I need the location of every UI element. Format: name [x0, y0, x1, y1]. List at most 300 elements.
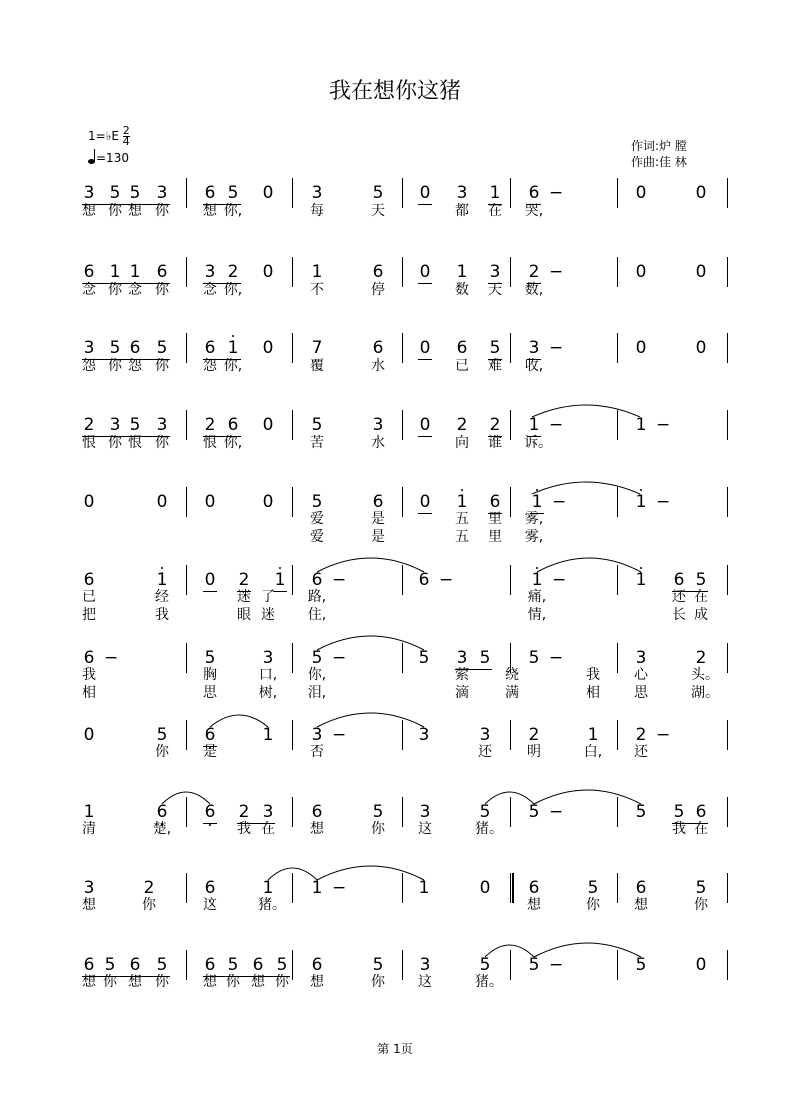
note: −: [549, 955, 564, 975]
lyric: 想: [310, 821, 324, 837]
lyric: 你: [226, 974, 240, 990]
note: 0: [83, 725, 95, 745]
note: 1: [129, 262, 141, 282]
barline: [402, 643, 403, 673]
lyric-second-verse: 长: [672, 607, 686, 623]
note: 5: [479, 802, 491, 822]
note: 0: [635, 262, 647, 282]
note: 6: [204, 955, 216, 975]
note: 1: [311, 878, 323, 898]
barline: [402, 333, 403, 363]
note: 3: [311, 183, 323, 203]
note: 1: [109, 262, 121, 282]
note: 1: [274, 570, 286, 590]
barline: [510, 720, 511, 750]
flat-symbol: ♭: [105, 129, 112, 143]
barline: [727, 565, 728, 595]
note: 6: [227, 415, 239, 435]
note: 3: [109, 415, 121, 435]
note: 0: [83, 492, 95, 512]
lyric-second-verse: 湖。: [691, 685, 719, 701]
barline: [402, 487, 403, 517]
barline: [292, 178, 293, 208]
note: 3: [311, 725, 323, 745]
note: 5: [372, 802, 384, 822]
composer-credit: 作曲:佳 林: [631, 155, 687, 169]
note: −: [549, 262, 564, 282]
note: −: [549, 415, 564, 435]
lyric: 恨: [82, 435, 96, 451]
lyric: 我: [82, 667, 96, 683]
barline: [617, 643, 618, 673]
note: 1: [456, 492, 468, 512]
lyric-second-verse: 满: [505, 685, 519, 701]
note: 0: [695, 955, 707, 975]
note: 0: [419, 338, 431, 358]
note: −: [549, 183, 564, 203]
note: 6: [129, 955, 141, 975]
note: 2: [204, 415, 216, 435]
note: 3: [262, 648, 274, 668]
lyric: 还: [672, 589, 686, 605]
barline: [727, 410, 728, 440]
barline: [186, 950, 187, 980]
barline: [617, 410, 618, 440]
barline: [292, 797, 293, 827]
note: 3: [83, 183, 95, 203]
barline: [617, 950, 618, 980]
note: 0: [419, 492, 431, 512]
note: 1: [456, 262, 468, 282]
octave-up-dot: [536, 489, 538, 491]
note: −: [549, 338, 564, 358]
note: 6: [673, 570, 685, 590]
note: 6: [204, 183, 216, 203]
barline: [402, 720, 403, 750]
lyric: 你: [108, 203, 122, 219]
lyric: 恨: [128, 435, 142, 451]
note: 3: [419, 955, 431, 975]
lyric-second-verse: 成: [694, 607, 708, 623]
lyric: 不: [310, 282, 324, 298]
eighth-underline: [203, 591, 217, 592]
key-signature: [88, 126, 130, 147]
lyric: 覆: [310, 358, 324, 374]
note: 7: [311, 338, 323, 358]
tie-arc: [532, 482, 640, 494]
note: 2: [695, 648, 707, 668]
lyric: 念: [128, 282, 142, 298]
note: 3: [489, 262, 501, 282]
lyric: 你: [155, 203, 169, 219]
note: 0: [419, 183, 431, 203]
lyric: 胸: [203, 667, 217, 683]
barline: [510, 873, 511, 903]
lyric-second-verse: 思: [203, 685, 217, 701]
note: 6: [311, 802, 323, 822]
note: 0: [204, 570, 216, 590]
lyric: 这: [418, 821, 432, 837]
octave-up-dot: [161, 567, 163, 569]
lyric: 念: [82, 282, 96, 298]
lyric: 谁: [488, 435, 502, 451]
lyric: 清: [82, 821, 96, 837]
note: 1: [587, 725, 599, 745]
note: 0: [695, 262, 707, 282]
lyric: 你: [694, 897, 708, 913]
note: −: [104, 648, 119, 668]
lyric: 天: [488, 282, 502, 298]
note: 6: [372, 492, 384, 512]
lyric: 你,: [223, 282, 243, 298]
lyric: 想: [203, 974, 217, 990]
barline: [186, 487, 187, 517]
note: 2: [227, 262, 239, 282]
lyric: 路,: [307, 589, 327, 605]
note: 1: [635, 570, 647, 590]
lyric: 在: [261, 821, 275, 837]
lyric: 你: [155, 282, 169, 298]
note: 2: [143, 878, 155, 898]
lyric-second-verse: 相: [82, 685, 96, 701]
barline: [186, 178, 187, 208]
barline: [510, 950, 511, 980]
note: 1: [635, 492, 647, 512]
note: 6: [372, 262, 384, 282]
note: 5: [227, 183, 239, 203]
lyric: 想: [82, 897, 96, 913]
note: 6: [156, 262, 168, 282]
lyric: 你: [108, 435, 122, 451]
note: 0: [635, 183, 647, 203]
note: 0: [262, 183, 274, 203]
lyric: 每: [310, 203, 324, 219]
eighth-underline: [418, 204, 432, 205]
lyric: 是: [371, 511, 385, 527]
lyric: 想: [128, 203, 142, 219]
lyric: 诉。: [524, 435, 552, 451]
note: 6: [83, 570, 95, 590]
note: −: [332, 878, 347, 898]
tie-arc: [210, 715, 268, 727]
barline: [727, 873, 728, 903]
tempo-marking: =130: [88, 150, 129, 165]
lyric-second-verse: 住,: [307, 607, 327, 623]
note: 6: [204, 802, 216, 822]
song-title: 我在想你这猪: [328, 79, 461, 104]
lyric: 猪。: [475, 821, 503, 837]
note: −: [552, 492, 567, 512]
lyric-second-verse: 滴: [455, 685, 469, 701]
lyric: 都: [455, 203, 469, 219]
barline: [510, 797, 511, 827]
barline: [186, 410, 187, 440]
note: 5: [479, 955, 491, 975]
note: 0: [695, 183, 707, 203]
note: 1: [531, 492, 543, 512]
barline: [617, 333, 618, 363]
barline: [292, 333, 293, 363]
barline: [510, 257, 511, 287]
barline: [402, 797, 403, 827]
note: 3: [479, 725, 491, 745]
note: 0: [262, 415, 274, 435]
lyric: 你,: [307, 667, 327, 683]
note: 1: [528, 415, 540, 435]
lyric-second-verse: 把: [82, 607, 96, 623]
note: 1: [311, 262, 323, 282]
note: 6: [204, 725, 216, 745]
barline: [510, 487, 511, 517]
note: 1: [635, 415, 647, 435]
lyric: 念: [203, 282, 217, 298]
note: 3: [83, 338, 95, 358]
barline: [402, 410, 403, 440]
lyric: 想: [82, 203, 96, 219]
barline: [617, 873, 618, 903]
lyric: 想: [251, 974, 265, 990]
note: −: [552, 570, 567, 590]
barline: [292, 720, 293, 750]
note: 2: [83, 415, 95, 435]
quarter-note-icon: [88, 150, 96, 164]
eighth-underline: [418, 513, 432, 514]
note: 3: [528, 338, 540, 358]
note: 6: [83, 955, 95, 975]
note: 6: [83, 262, 95, 282]
barline: [402, 873, 403, 903]
barline: [617, 257, 618, 287]
lyric: 怨: [82, 358, 96, 374]
lyric-second-verse: 情,: [527, 607, 547, 623]
note: 2: [489, 415, 501, 435]
lyric: 在: [694, 589, 708, 605]
note: 5: [695, 570, 707, 590]
barline: [727, 487, 728, 517]
note: −: [439, 570, 454, 590]
barline: [186, 797, 187, 827]
barline: [617, 720, 618, 750]
page-footer: 第 1页: [377, 1042, 413, 1056]
eighth-underline: [418, 436, 432, 437]
lyric: 迷: [237, 589, 251, 605]
lyric-second-verse: 思: [634, 685, 648, 701]
note: 3: [156, 183, 168, 203]
lyric-second-verse: 五: [455, 529, 469, 545]
note: 0: [262, 492, 274, 512]
barline: [510, 410, 511, 440]
lyric: 楚,: [152, 821, 172, 837]
barline: [617, 487, 618, 517]
note: 5: [528, 955, 540, 975]
lyric: 你: [371, 974, 385, 990]
barline: [292, 257, 293, 287]
lyric: 哭,: [524, 203, 544, 219]
note: 6: [311, 570, 323, 590]
lyric: 萦: [455, 667, 469, 683]
note: 5: [311, 492, 323, 512]
note: 5: [418, 648, 430, 668]
octave-up-dot: [536, 567, 538, 569]
time-signature: $\frac{2}{4}$: [122, 124, 130, 148]
octave-up-dot: [461, 489, 463, 491]
lyric: 痛,: [527, 589, 547, 605]
lyric: 白,: [583, 744, 603, 760]
octave-up-dot: [279, 567, 281, 569]
barline: [186, 643, 187, 673]
note: 5: [635, 955, 647, 975]
lyric: 天: [371, 203, 385, 219]
note: 1: [262, 878, 274, 898]
note: 2: [528, 262, 540, 282]
barline: [186, 333, 187, 363]
lyric: 你,: [223, 435, 243, 451]
lyric: 你: [103, 974, 117, 990]
lyric: 经: [155, 589, 169, 605]
note: 5: [528, 648, 540, 668]
lyric: 明: [527, 744, 541, 760]
lyric: 你,: [223, 358, 243, 374]
lyric: 已: [82, 589, 96, 605]
note: 2: [528, 725, 540, 745]
note: 5: [104, 955, 116, 975]
note: 5: [489, 338, 501, 358]
eighth-underline: [418, 359, 432, 360]
lyric: 这: [418, 974, 432, 990]
lyric: 五: [455, 511, 469, 527]
lyric: 了: [261, 589, 275, 605]
lyric: 你: [275, 974, 289, 990]
octave-up-dot: [640, 489, 642, 491]
barline: [727, 333, 728, 363]
note: 2: [635, 725, 647, 745]
note: −: [656, 725, 671, 745]
note: 6: [456, 338, 468, 358]
note: 6: [489, 492, 501, 512]
eighth-underline: [418, 283, 432, 284]
lyric: 爱: [310, 511, 324, 527]
lyric-second-verse: 迷: [261, 607, 275, 623]
octave-down-dot: [209, 824, 211, 826]
note: −: [656, 415, 671, 435]
lyric: 是: [203, 744, 217, 760]
note: −: [332, 570, 347, 590]
lyricist-credit: 作词:炉 膛: [631, 139, 687, 153]
note: −: [549, 648, 564, 668]
note: 5: [587, 878, 599, 898]
note: 0: [419, 415, 431, 435]
note: 5: [129, 415, 141, 435]
barline: [402, 257, 403, 287]
lyric: 你: [142, 897, 156, 913]
note: 0: [479, 878, 491, 898]
barline: [292, 950, 293, 980]
barline: [727, 257, 728, 287]
note: −: [549, 802, 564, 822]
lyric: 你: [155, 744, 169, 760]
lyric: 水: [371, 358, 385, 374]
barline: [292, 410, 293, 440]
lyric: 雾,: [524, 511, 544, 527]
lyric-second-verse: 里: [488, 529, 502, 545]
lyric-second-verse: 雾,: [524, 529, 544, 545]
note: 5: [276, 955, 288, 975]
lyric: 我: [672, 821, 686, 837]
note: 0: [695, 338, 707, 358]
lyric-second-verse: 泪,: [307, 685, 327, 701]
note: 3: [156, 415, 168, 435]
note: 6: [528, 878, 540, 898]
note: 1: [531, 570, 543, 590]
lyric: 你,: [223, 203, 243, 219]
barline: [292, 873, 293, 903]
lyric: 你: [371, 821, 385, 837]
note: 3: [372, 415, 384, 435]
lyric: 你: [155, 974, 169, 990]
note: 6: [418, 570, 430, 590]
barline: [510, 333, 511, 363]
note: 5: [156, 725, 168, 745]
lyric: 心: [634, 667, 648, 683]
lyric: 绕: [505, 667, 519, 683]
lyric: 已: [455, 358, 469, 374]
note: −: [656, 492, 671, 512]
note: 5: [372, 955, 384, 975]
lyric: 在: [488, 203, 502, 219]
lyric: 苦: [310, 435, 324, 451]
lyric: 在: [694, 821, 708, 837]
lyric: 想: [128, 974, 142, 990]
lyric: 还: [634, 744, 648, 760]
barline: [292, 643, 293, 673]
note: 0: [156, 492, 168, 512]
lyric: 数: [455, 282, 469, 298]
lyric-second-verse: 我: [155, 607, 169, 623]
note: 5: [156, 338, 168, 358]
note: 6: [252, 955, 264, 975]
note: −: [332, 725, 347, 745]
note: 5: [372, 183, 384, 203]
note: 3: [262, 802, 274, 822]
barline: [186, 720, 187, 750]
lyric: 我: [237, 821, 251, 837]
note: 2: [238, 570, 250, 590]
note: 3: [635, 648, 647, 668]
lyric: 你: [155, 358, 169, 374]
note: 1: [227, 338, 239, 358]
lyric: 停: [371, 282, 385, 298]
lyric: 口,: [258, 667, 278, 683]
note: 5: [156, 955, 168, 975]
note: 6: [372, 338, 384, 358]
note: 0: [262, 262, 274, 282]
note: 5: [129, 183, 141, 203]
note: 5: [227, 955, 239, 975]
note: 1: [156, 570, 168, 590]
octave-up-dot: [640, 567, 642, 569]
lyric: 你: [108, 358, 122, 374]
note: 5: [528, 802, 540, 822]
barline: [727, 720, 728, 750]
note: 5: [109, 338, 121, 358]
lyric: 向: [455, 435, 469, 451]
note: 0: [419, 262, 431, 282]
barline: [292, 565, 293, 595]
barline: [402, 950, 403, 980]
note: 3: [83, 878, 95, 898]
barline: [402, 178, 403, 208]
barline: [617, 565, 618, 595]
